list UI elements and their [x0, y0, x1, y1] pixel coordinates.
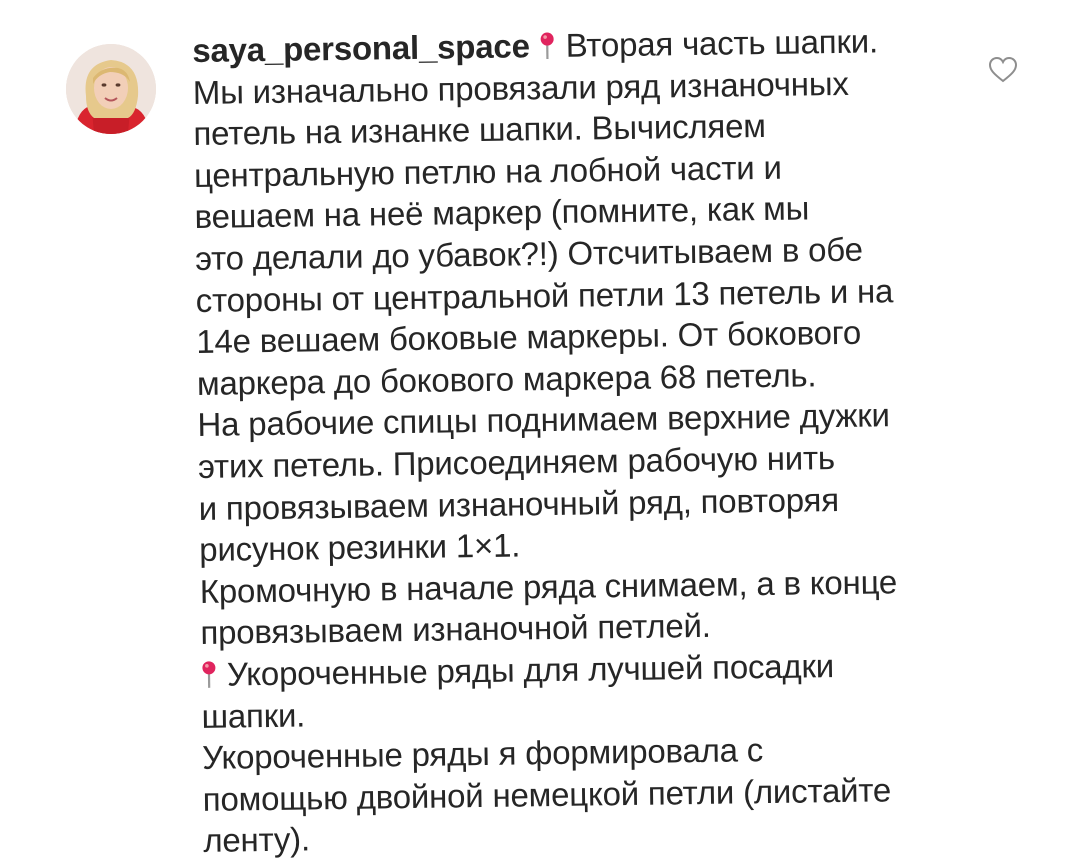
comment-body [192, 19, 994, 862]
comment-line: и провязываем изнаночный ряд, повторяя [198, 476, 989, 529]
section-heading: Укороченные ряды для лучшей посадки [227, 647, 834, 692]
comment-line: вешаем на неё маркер (помните, как мы [194, 185, 985, 238]
profile-photo-icon [66, 44, 156, 134]
comment-line: Кромочную в начале ряда снимаем, а в конце [200, 560, 991, 613]
heart-outline-icon [988, 56, 1018, 84]
comment-line: шапки. [201, 684, 992, 737]
comment-line: Мы изначально провязали ряд изнаночных [193, 61, 984, 114]
like-button[interactable] [988, 56, 1018, 84]
comment-line: этих петель. Присоединяем рабочую нить [198, 435, 989, 488]
comment-text-first-line: Вторая часть шапки. [565, 22, 878, 63]
comment-line: маркера до бокового маркера 68 петель. [197, 352, 988, 405]
round-pushpin-icon [540, 32, 556, 60]
comment-line: это делали до убавок?!) Отсчитываем в обе [195, 227, 986, 280]
comment-line: На рабочие спицы поднимаем верхние дужки [197, 393, 988, 446]
comment-line: петель на изнанке шапки. Вычисляем [193, 102, 984, 155]
comment-line: центральную петлю на лобной части и [194, 144, 985, 197]
comment-line: помощью двойной немецкой петли (листайте [202, 768, 993, 821]
comment-line: ленту). [203, 809, 994, 862]
username-link[interactable]: saya_personal_space [192, 27, 530, 69]
round-pushpin-icon [201, 661, 217, 689]
comment-line: Укороченные ряды я формировала с [202, 726, 993, 779]
comment-line: провязываем изнаночной петлей. [200, 601, 991, 654]
comment-line: 14е вешаем боковые маркеры. От бокового [196, 310, 987, 363]
comment-line: рисунок резинки 1×1. [199, 518, 990, 571]
comment-line: стороны от центральной петли 13 петель и на [195, 269, 986, 322]
avatar[interactable] [66, 44, 156, 134]
